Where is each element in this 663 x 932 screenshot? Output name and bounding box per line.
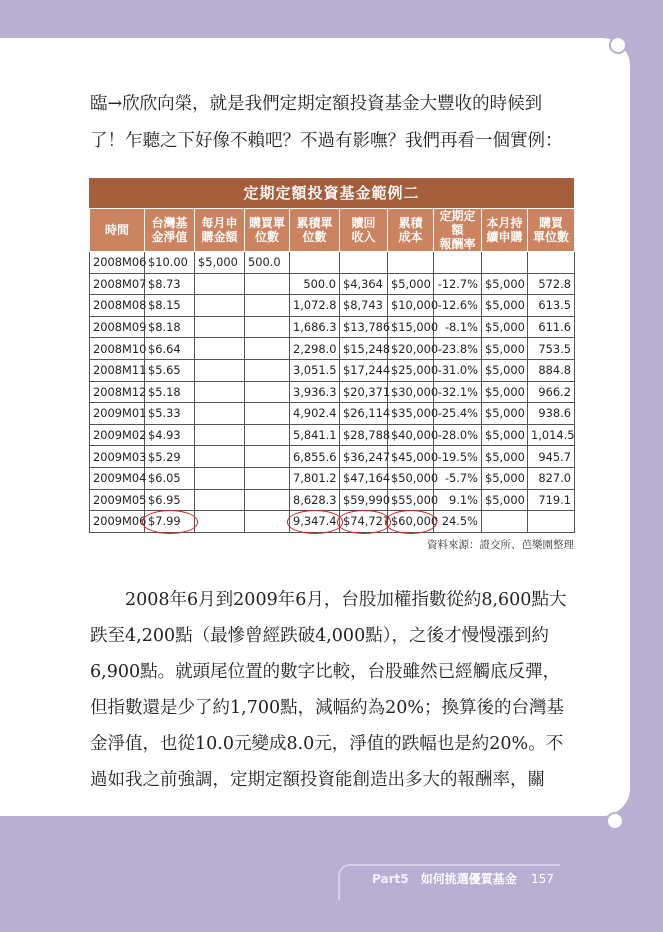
footer-divider (338, 864, 560, 900)
row-period-cell: 2008M06 (90, 252, 145, 274)
column-header-line: 購金額 (201, 230, 238, 244)
column-header-line: 時間 (104, 223, 129, 237)
table-cell: $35,000 (388, 403, 434, 425)
table-cell: 3,051.5 (290, 359, 340, 381)
table-row (90, 381, 575, 403)
table-cell: 3,936.3 (290, 381, 340, 403)
body-line: 但指數還是少了約1,700點，減幅約為20%；換算後的台灣基 (90, 698, 564, 718)
table-cell (245, 295, 290, 317)
table-row (90, 403, 575, 425)
row-period-cell: 2009M05 (90, 489, 145, 511)
table-cell: $5,000 (482, 424, 528, 446)
body-line: 金淨值，也從10.0元變成8.0元，淨值的跌幅也是約20%。不 (90, 734, 564, 754)
table-body (90, 252, 575, 533)
table-cell: $60,000 (388, 511, 434, 533)
page-footer (372, 870, 554, 887)
intro-paragraph (90, 86, 590, 160)
table-cell: $8.73 (145, 273, 195, 295)
table-cell (195, 489, 245, 511)
column-header (528, 209, 575, 252)
table-cell: $7.99 (145, 511, 195, 533)
table-cell: $55,000 (388, 489, 434, 511)
column-header (434, 209, 482, 252)
table-cell: -25.4% (434, 403, 482, 425)
table-cell: 884.8 (528, 359, 575, 381)
column-header (388, 209, 434, 252)
table-cell: 500.0 (290, 273, 340, 295)
intro-line: 臨→欣欣向榮，就是我們定期定額投資基金大豐收的時候到 (90, 94, 543, 114)
table-cell (245, 403, 290, 425)
column-header-line: 收入 (351, 230, 376, 244)
table-cell: 9.1% (434, 489, 482, 511)
table-cell (195, 273, 245, 295)
column-header-line: 續申購 (486, 230, 523, 244)
table-cell: 1,014.5 (528, 424, 575, 446)
table-cell: $40,000 (388, 424, 434, 446)
table-row (90, 295, 575, 317)
table-cell: $5.29 (145, 446, 195, 468)
table-cell: $6.64 (145, 338, 195, 360)
table-cell: $36,247 (340, 446, 388, 468)
table-cell: 5,841.1 (290, 424, 340, 446)
intro-line: 了！乍聽之下好像不賴吧？不過有影嘸？我們再看一個實例： (90, 131, 563, 151)
table-cell (290, 252, 340, 274)
table-row (90, 446, 575, 468)
table-cell: 6,855.6 (290, 446, 340, 468)
table-cell: -32.1% (434, 381, 482, 403)
body-paragraph (90, 582, 590, 798)
table-cell (482, 511, 528, 533)
table-row (90, 273, 575, 295)
table-cell: $4.93 (145, 424, 195, 446)
table-row (90, 467, 575, 489)
table-cell: 1,686.3 (290, 316, 340, 338)
table-cell: $45,000 (388, 446, 434, 468)
row-period-cell: 2008M10 (90, 338, 145, 360)
column-header (145, 209, 195, 252)
binder-hole-bottom (606, 812, 624, 830)
table-cell (388, 252, 434, 274)
table-cell: $13,786 (340, 316, 388, 338)
column-header-line: 累積 (398, 216, 423, 230)
table-cell: $50,000 (388, 467, 434, 489)
row-period-cell: 2009M03 (90, 446, 145, 468)
table-cell: $59,990 (340, 489, 388, 511)
column-header (482, 209, 528, 252)
column-header-line: 本月持 (486, 216, 523, 230)
page-number: 157 (530, 872, 554, 886)
source-note: 資料來源：證交所、芭樂園整理 (427, 538, 574, 551)
table-cell: -19.5% (434, 446, 482, 468)
table-cell: $5,000 (482, 467, 528, 489)
table-cell: $47,164 (340, 467, 388, 489)
table-cell: $8,743 (340, 295, 388, 317)
table-cell (245, 338, 290, 360)
table-cell: $5,000 (482, 338, 528, 360)
column-header-line: 累積單 (296, 216, 333, 230)
table-cell: -31.0% (434, 359, 482, 381)
table-cell (434, 252, 482, 274)
table-cell: $25,000 (388, 359, 434, 381)
table-cell (340, 252, 388, 274)
table-cell: 24.5% (434, 511, 482, 533)
table-cell: 966.2 (528, 381, 575, 403)
table-cell: $6.95 (145, 489, 195, 511)
table-cell: $28,788 (340, 424, 388, 446)
table-cell: 500.0 (245, 252, 290, 274)
column-header-line: 購買單 (248, 216, 285, 230)
table-cell (195, 338, 245, 360)
table-cell (195, 446, 245, 468)
row-period-cell: 2008M08 (90, 295, 145, 317)
table-cell: 938.6 (528, 403, 575, 425)
table-cell: $5,000 (482, 381, 528, 403)
table-cell: $5,000 (482, 446, 528, 468)
table-cell: $4,364 (340, 273, 388, 295)
table-cell: 1,072.8 (290, 295, 340, 317)
body-line: 跌至4,200點（最慘曾經跌破4,000點），之後才慢慢漲到約 (90, 626, 549, 646)
body-line: 2008年6月到2009年6月，台股加權指數從約8,600點大 (125, 590, 567, 610)
table-cell: $10,000 (388, 295, 434, 317)
table-cell (245, 489, 290, 511)
column-header-line: 單位數 (532, 230, 569, 244)
table-cell: $5.65 (145, 359, 195, 381)
row-period-cell: 2009M04 (90, 467, 145, 489)
table-row (90, 489, 575, 511)
table-cell: $20,000 (388, 338, 434, 360)
table-cell (195, 381, 245, 403)
column-header (290, 209, 340, 252)
column-header-line: 金淨值 (151, 230, 188, 244)
table-cell: 827.0 (528, 467, 575, 489)
table-cell: $5,000 (482, 489, 528, 511)
column-header-line: 位數 (254, 230, 279, 244)
table-cell (195, 467, 245, 489)
table-cell: $5,000 (482, 359, 528, 381)
row-period-cell: 2008M09 (90, 316, 145, 338)
table-cell: $15,000 (388, 316, 434, 338)
table-cell (195, 295, 245, 317)
row-period-cell: 2009M01 (90, 403, 145, 425)
table-row (90, 338, 575, 360)
column-header-line: 購買 (538, 216, 563, 230)
table-cell (245, 511, 290, 533)
table-cell (528, 511, 575, 533)
row-period-cell: 2008M07 (90, 273, 145, 295)
table-cell (482, 252, 528, 274)
table-cell (245, 467, 290, 489)
table-cell (195, 359, 245, 381)
table-cell: $8.15 (145, 295, 195, 317)
table-row (90, 316, 575, 338)
column-header (195, 209, 245, 252)
table-cell: $5,000 (195, 252, 245, 274)
table-cell: 8,628.3 (290, 489, 340, 511)
table-row (90, 359, 575, 381)
body-line: 6,900點。就頭尾位置的數字比較，台股雖然已經觸底反彈， (90, 662, 561, 682)
column-header-line: 成本 (398, 230, 423, 244)
table-cell: $5.33 (145, 403, 195, 425)
column-header-line: 贖回 (351, 216, 376, 230)
table-cell (245, 316, 290, 338)
table-header-row (90, 209, 575, 252)
table-cell: $5,000 (482, 403, 528, 425)
row-period-cell: 2009M06 (90, 511, 145, 533)
footer-part: Part5 (372, 872, 409, 886)
table-cell: 4,902.4 (290, 403, 340, 425)
table-cell: -8.1% (434, 316, 482, 338)
table-cell: $20,371 (340, 381, 388, 403)
table-cell: 2,298.0 (290, 338, 340, 360)
table-cell: 9,347.4 (290, 511, 340, 533)
table-cell: $10.00 (145, 252, 195, 274)
table-cell (195, 511, 245, 533)
fund-example-table (89, 178, 574, 552)
table-cell: $5,000 (482, 295, 528, 317)
table-cell (528, 252, 575, 274)
table-cell: 572.8 (528, 273, 575, 295)
table-cell: 753.5 (528, 338, 575, 360)
table-cell (245, 359, 290, 381)
table-cell (245, 424, 290, 446)
body-line: 過如我之前強調，定期定額投資能創造出多大的報酬率，關 (90, 770, 545, 790)
table-cell (245, 273, 290, 295)
table-cell: $5,000 (482, 273, 528, 295)
table-row (90, 424, 575, 446)
column-header (90, 209, 145, 252)
column-header-line: 台灣基 (151, 216, 188, 230)
table-cell (195, 316, 245, 338)
table-cell: 613.5 (528, 295, 575, 317)
table-cell: -5.7% (434, 467, 482, 489)
binder-hole-top (609, 36, 627, 54)
table-cell (195, 424, 245, 446)
table-cell: -23.8% (434, 338, 482, 360)
table-cell: -28.0% (434, 424, 482, 446)
column-header-line: 位數 (302, 230, 327, 244)
table-cell: $30,000 (388, 381, 434, 403)
column-header-line: 報酬率 (439, 237, 476, 251)
column-header (245, 209, 290, 252)
table-cell: $5,000 (482, 316, 528, 338)
table-cell: $5.18 (145, 381, 195, 403)
table-cell: $17,244 (340, 359, 388, 381)
table-cell: -12.7% (434, 273, 482, 295)
column-header-line: 定期定額 (439, 209, 476, 237)
footer-chapter: 如何挑選優質基金 (420, 872, 517, 886)
table-title: 定期定額投資基金範例二 (89, 178, 574, 208)
row-period-cell: 2008M12 (90, 381, 145, 403)
table-cell: $6.05 (145, 467, 195, 489)
column-header (340, 209, 388, 252)
table-row (90, 511, 575, 533)
table-cell: 945.7 (528, 446, 575, 468)
table-cell: $74,727 (340, 511, 388, 533)
table-cell (245, 381, 290, 403)
table-cell: $5,000 (388, 273, 434, 295)
table-cell (245, 446, 290, 468)
table-cell (195, 403, 245, 425)
table-cell: -12.6% (434, 295, 482, 317)
row-period-cell: 2009M02 (90, 424, 145, 446)
column-header-line: 每月申 (201, 216, 238, 230)
table-cell: 7,801.2 (290, 467, 340, 489)
table-cell: 611.6 (528, 316, 575, 338)
data-table (89, 208, 575, 533)
table-cell: 719.1 (528, 489, 575, 511)
table-row (90, 252, 575, 274)
row-period-cell: 2008M11 (90, 359, 145, 381)
table-cell: $8.18 (145, 316, 195, 338)
table-cell: $26,114 (340, 403, 388, 425)
table-cell: $15,248 (340, 338, 388, 360)
